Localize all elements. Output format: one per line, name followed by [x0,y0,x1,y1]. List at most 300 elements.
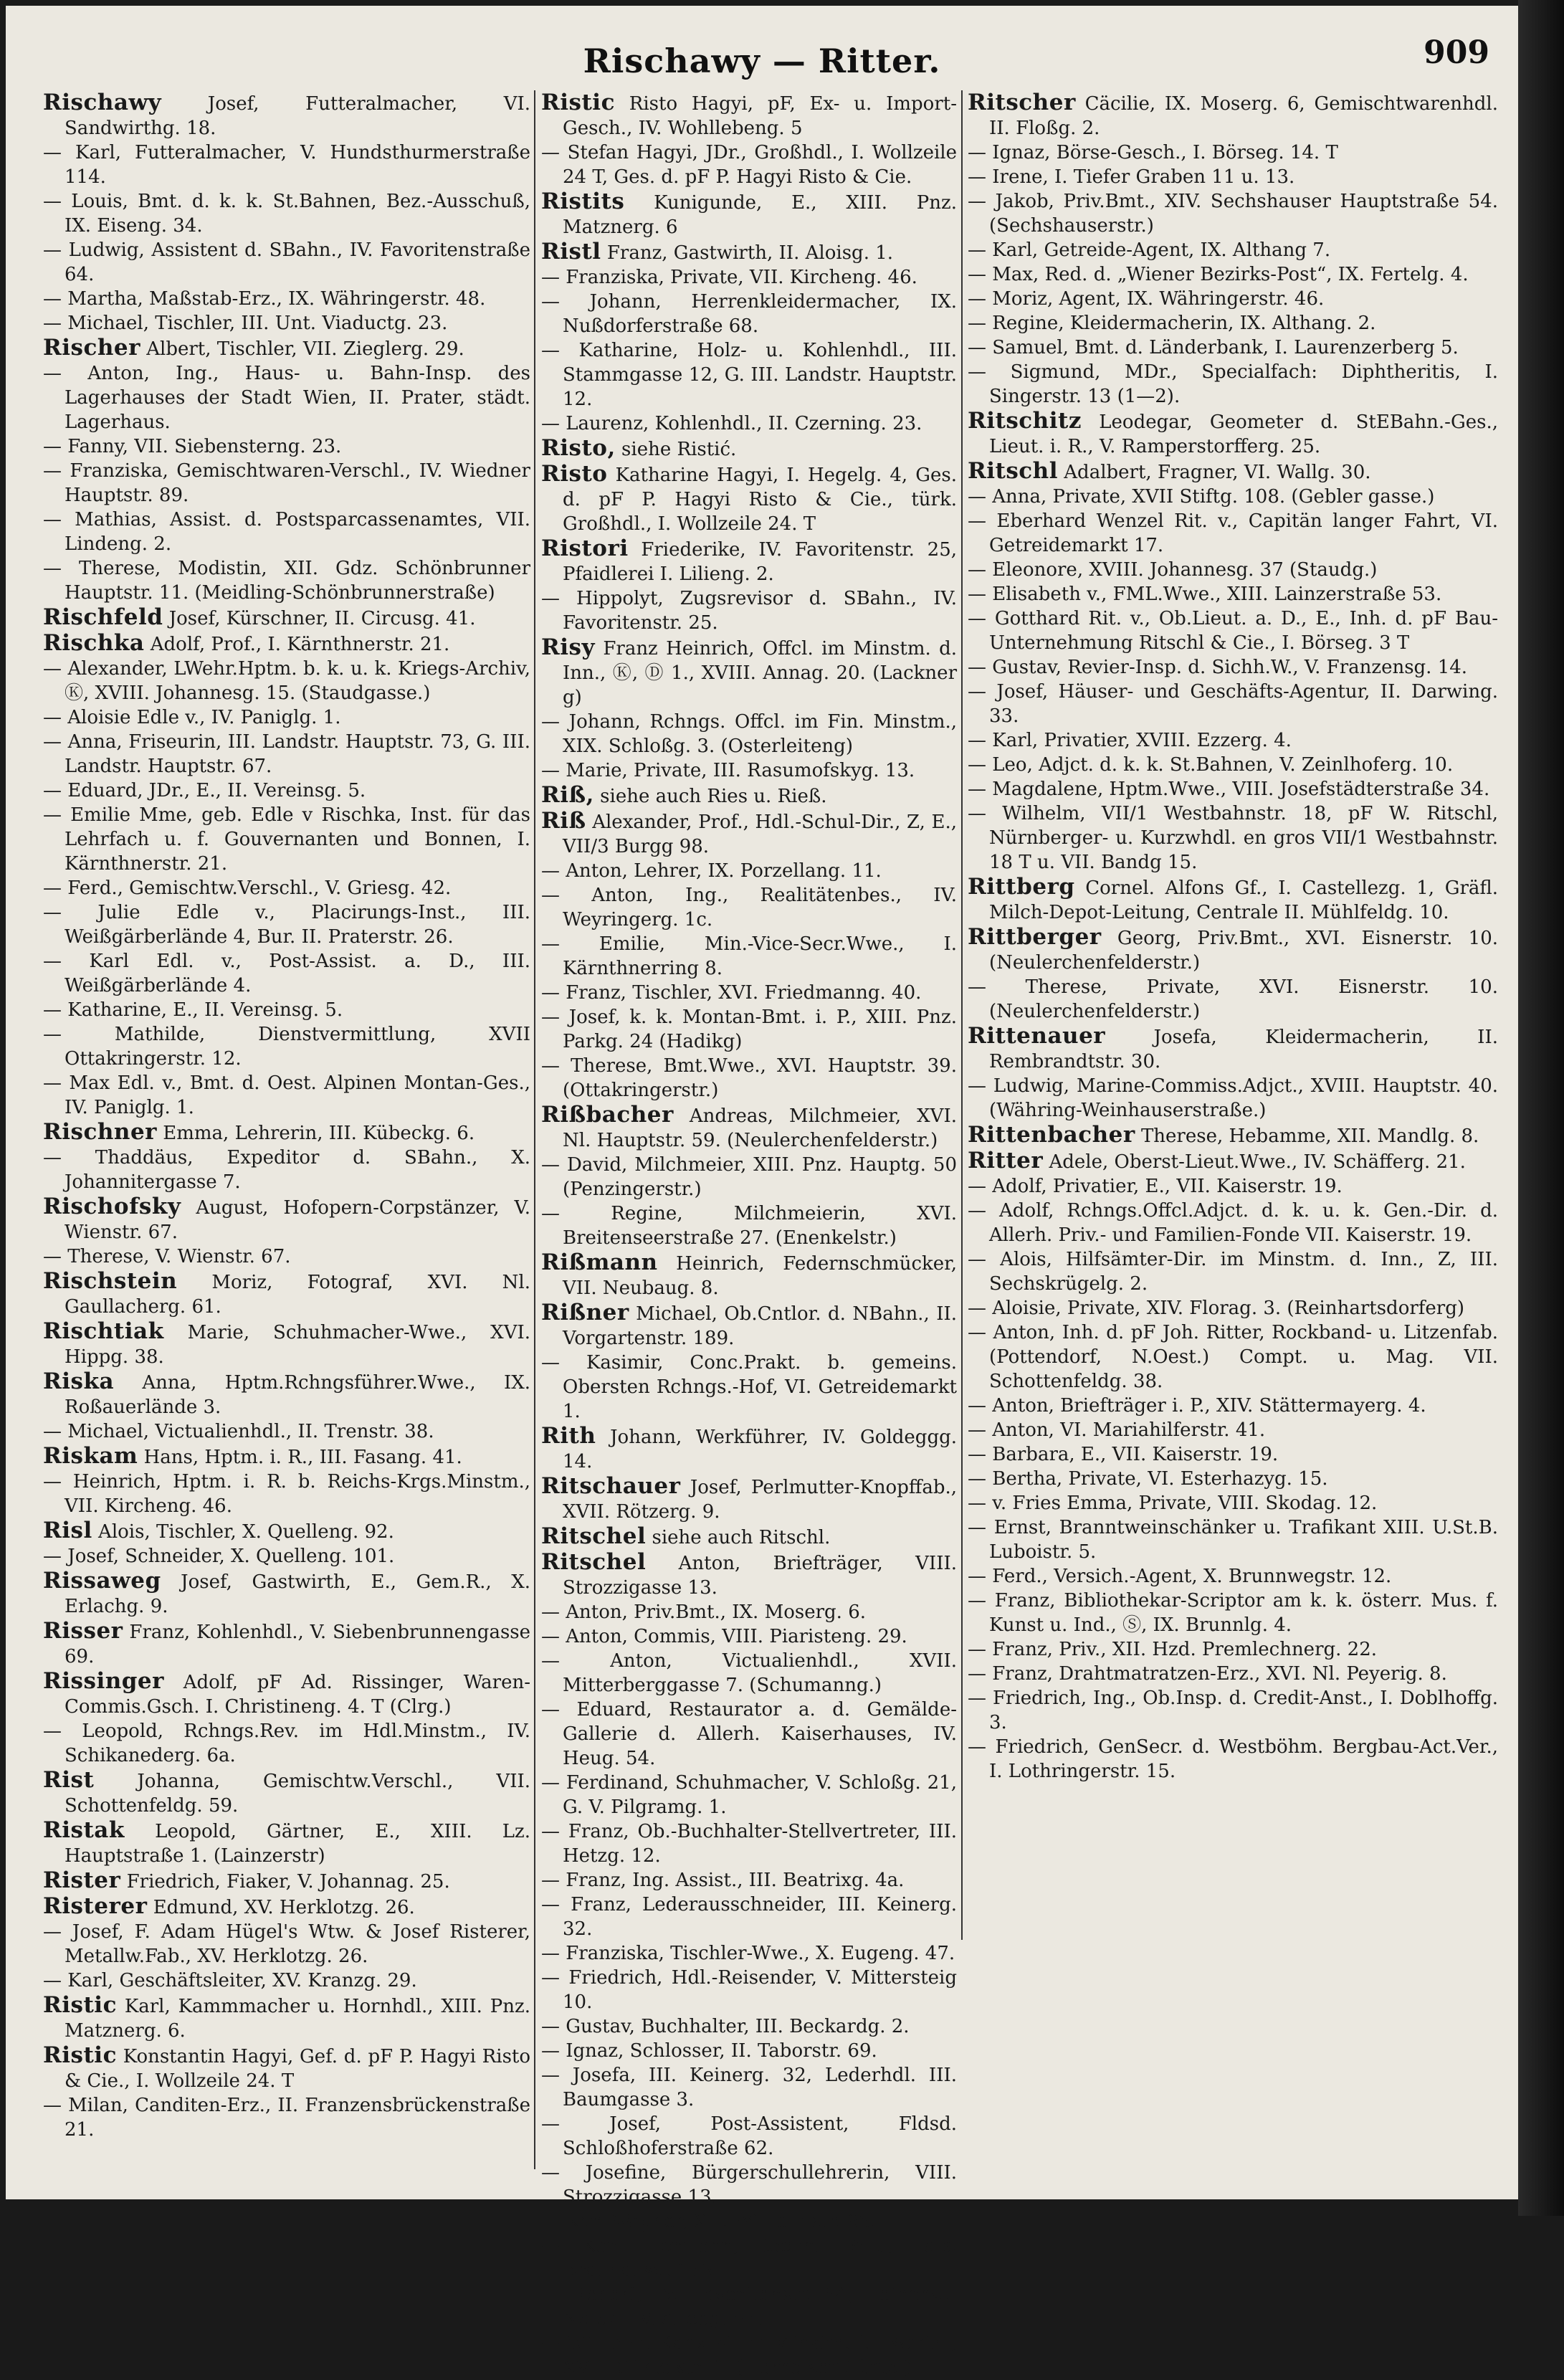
column-left [43,90,530,2191]
entry-details: — Karl Hermann, techn. Bmt., Idls. Brauhausg. 176. [541,2235,957,2281]
directory-entry [541,2039,957,2063]
directory-entry [968,925,1498,975]
entry-details: — Josef, Schneider, X. Quelleng. 101. [43,1546,395,1567]
entry-details: — Gustav, Buchhalter, III. Beckardg. 2. [541,2016,910,2037]
entry-surname: Ristits [541,189,625,214]
directory-entry [43,1868,530,1894]
entry-details: — Max Edl. v., Bmt. d. Oest. Alpinen Montan-Ges., IV. Paniglg. 1. [43,1072,530,1118]
entry-details: — Friedrich, GenSecr. d. Westböhm. Bergbau-Act.Ver., I. Lothringerstr. 15. [968,1736,1498,1782]
entry-details: — Hippolyt, Zugsrevisor d. SBahn., IV. Favoritenstr. 25. [541,588,957,634]
entry-details: — Ignaz, Börse-Gesch., I. Börseg. 14. T [968,142,1338,163]
directory-entry [43,1544,530,1569]
entry-surname: Rißner [541,1300,629,1325]
directory-entry [43,949,530,998]
entry-details: August, Hofopern-Corpstänzer, V. Wienstr. 67. [65,1197,530,1243]
entry-details: — Irene, I. Tiefer Graben 11 u. 13. [968,166,1295,188]
entry-details: — Katharine, E., II. Vereinsg. 5. [43,999,343,1021]
directory-entry [541,2161,957,2209]
directory-entry [43,657,530,705]
entry-surname: Ristic [43,2042,117,2068]
directory-entry [43,1768,530,1818]
directory-entry [541,1524,957,1550]
directory-entry [968,1735,1498,1784]
entry-details: — Franz, Priv., XII. Hzd. Premlechnerg. 22. [968,1639,1378,1660]
entry-details: — Michael, Tischler, III. Unt. Viaductg. 23. [43,313,448,334]
entry-details: — Karl, Geschäftsleiter, XV. Kranzg. 29. [43,1970,417,1991]
entry-surname: Rischka [43,630,145,656]
entry-surname: Rissaweg [43,1568,161,1594]
directory-entry [541,2234,957,2283]
entry-details: — Leo, Adjct. d. k. k. St.Bahnen, V. Zeinlhoferg. 10. [968,754,1454,776]
entry-surname: Ritschauer [541,1473,681,1499]
directory-entry [43,1818,530,1868]
directory-entry [968,975,1498,1024]
page-header [6,34,1518,92]
directory-entry [43,1146,530,1194]
entry-details: — Wilhelm, VII/1 Westbahnstr. 18, pF W. Ritschl, Nürnberger- u. Kurzwhdl. en gros VII/1 Westbahnstr. 18 T u. VII. Bandg 15. [968,803,1498,873]
directory-entry [43,1244,530,1269]
entry-details: — Julie Edle v., Placirungs-Inst., III. Weißgärberlände 4, Bur. II. Praterstr. 26. [43,902,530,948]
directory-entry [43,508,530,556]
directory-entry [43,287,530,311]
directory-entry [541,90,957,141]
entry-surname: Rischner [43,1119,157,1145]
entry-surname: Rißmann [541,1250,658,1275]
directory-entry [541,586,957,635]
directory-entry [968,1442,1498,1467]
directory-entry [541,462,957,536]
directory-entry [968,1589,1498,1637]
directory-entry [968,1074,1498,1123]
entry-details: — Therese, Private, XVI. Eisnerstr. 10. (Neulerchenfelderstr.) [968,976,1498,1022]
entry-surname: Risy [541,634,596,660]
entry-details: — Karl Edl. v., Post-Assist. a. D., III. Weißgärberlände 4. [43,951,530,996]
directory-entry [541,1771,957,1819]
entry-details: — Anton, Ing., Realitätenbes., IV. Weyringerg. 1c. [541,885,957,930]
entry-details: — Regine, Kleidermacherin, IX. Althang. 2. [968,313,1376,334]
entry-details: — Ignaz, Schlosser, II. Taborstr. 69. [541,2040,877,2062]
entry-details: Andreas, Milchmeier, XVI. Nl. Hauptstr. 59. (Neulerchenfelderstr.) [563,1105,957,1151]
entry-details: — Josef, k. k. Montan-Bmt. i. P., XIII. Pnz. Parkg. 24 (Hadikg) [541,1006,957,1052]
entry-details: — Adolf, Privatier, E., VII. Kaiserstr. 19. [968,1176,1343,1197]
entry-details: — Eduard, Restaurator a. d. Gemälde-Gallerie d. Allerh. Kaiserhauses, IV. Heug. 54. [541,1699,957,1769]
directory-entry [968,189,1498,238]
entry-details: — Franziska, Gemischtwaren-Verschl., IV. Wiedner Hauptstr. 89. [43,460,530,506]
entry-details: — Leopold, Rchngs.Rev. im Hdl.Minstm., IV. Schikanederg. 6a. [43,1720,530,1766]
entry-details: Therese, Hebamme, XII. Mandlg. 8. [1140,1125,1479,1147]
entry-details: Johanna, Gemischtw.Verschl., VII. Schottenfeldg. 59. [65,1771,531,1817]
entry-surname: Ristak [43,1817,125,1843]
entry-details: Alois, Tischler, X. Quelleng. 92. [98,1521,394,1543]
entry-details: — Michael, Victualienhdl., II. Trenstr. 38. [43,1421,434,1442]
directory-entry [43,803,530,876]
directory-entry [541,265,957,290]
directory-entry [43,556,530,605]
entry-details: — Josef, F. Adam Hügel's Wtw. & Josef Risterer, Metallw.Fab., XV. Herklotzg. 26. [43,1921,530,1967]
entry-details: — Laurenz, Kohlenhdl., II. Czerning. 23. [541,413,922,434]
directory-entry [541,2283,957,2331]
entry-details: — Emilie, Min.-Vice-Secr.Wwe., I. Kärnthnerring 8. [541,933,957,979]
directory-entry [968,409,1498,459]
directory-entry [43,1319,530,1369]
entry-details: — Eduard, JDr., E., II. Vereinsg. 5. [43,780,366,801]
book-edge [1518,0,1564,2216]
entry-details: — Johann, Rchngs. Offcl. im Fin. Minstm., XIX. Schloßg. 3. (Osterleiteng) [541,711,957,757]
entry-surname: Risser [43,1618,123,1644]
directory-entry [43,1719,530,1768]
entry-details: — Franz, Drahtmatratzen-Erz., XVI. Nl. Peyerig. 8. [968,1663,1447,1685]
entry-details: — Friedrich, Hdl.-Reisender, V. Mittersteig 10. [541,1967,957,2013]
directory-entry [43,1920,530,1969]
entry-surname: Rischstein [43,1268,178,1294]
entry-details: Konstantin Hagyi, Gef. d. pF P. Hagyi Risto & Cie., I. Wollzeile 24. T [65,2046,531,2092]
entry-surname: Ritschitz [968,408,1082,434]
directory-entry [968,1662,1498,1686]
entry-surname: Ritscher [968,90,1076,115]
directory-entry [968,1320,1498,1394]
entry-details: — Emilie Mme, geb. Edle v Rischka, Inst. für das Lehrfach u. f. Gouvernanten und Bonnen, I. Kärnthnerstr. 21. [43,804,530,875]
directory-entry [43,1894,530,1920]
directory-entry [968,1199,1498,1247]
column-divider [534,90,535,2169]
directory-entry [541,1624,957,1649]
directory-entry [541,1819,957,1868]
entry-details: Josef, Kürschner, II. Circusg. 41. [168,608,476,629]
directory-entry [968,1515,1498,1564]
directory-entry [43,1669,530,1719]
entry-surname: Rischer [43,335,140,361]
entry-details: — Alexander, LWehr.Hptm. b. k. u. k. Kriegs-Archiv, Ⓚ, XVIII. Johannesg. 15. (Staudgasse.) [43,658,530,704]
directory-entry [541,2014,957,2039]
entry-details: — Anton, Lehrer, IX. Porzellang. 11. [541,860,882,882]
directory-entry [968,1247,1498,1296]
entry-details: Franz, Gastwirth, II. Aloisg. 1. [606,242,894,264]
directory-entry [541,1698,957,1771]
entry-details: Friederike, IV. Favoritenstr. 25, Pfaidlerei I. Lilieng. 2. [563,539,957,585]
directory-entry [43,876,530,900]
entry-details: — Therese, Bmt.Wwe., XVI. Hauptstr. 39. (Ottakringerstr.) [541,1055,957,1101]
directory-entry [968,311,1498,335]
directory-entry [968,1174,1498,1199]
entry-details: — Ferdinand, Schuhmacher, V. Schloßg. 21, G. V. Pilgramg. 1. [541,1772,957,1818]
entry-details: Katharine Hagyi, I. Hegelg. 4, Ges. d. pF P. Hagyi Risto & Cie., türk. Großhdl., I. Wollzeile 24. T [563,465,958,535]
entry-details: siehe auch Ries u. Rieß. [600,786,827,807]
entry-details: — Johann, Herrenkleidermacher, IX. Nußdorferstraße 68. [541,291,957,337]
entry-details: Marie, Schuhmacher-Wwe., XVI. Hippg. 38. [65,1322,531,1368]
entry-details: — Ferd., Versich.-Agent, X. Brunnwegstr. 12. [968,1566,1392,1587]
entry-details: Kunigunde, E., XIII. Pnz. Matznerg. 6 [563,192,957,238]
directory-entry [43,1419,530,1444]
entry-details: — Karl, Privatier, XVIII. Ezzerg. 4. [968,730,1292,751]
entry-surname: Rischtiak [43,1318,164,1344]
entry-details: — Martha, Maßstab-Erz., IX. Währingerstr. 48. [43,288,486,310]
entry-surname: Ritschel [541,1549,647,1575]
directory-entry [43,1444,530,1470]
directory-entry [968,1418,1498,1442]
entry-details: Franz, Kohlenhdl., V. Siebenbrunnengasse 69. [65,1622,531,1667]
directory-entry [541,2209,957,2234]
entry-surname: Riß [541,808,586,834]
entry-details: — Eleonore, XVIII. Johannesg. 37 (Staudg.) [968,559,1378,581]
entry-details: — Milan, Canditen-Erz., II. Franzensbrückenstraße 21. [43,2095,530,2141]
directory-entry [541,859,957,883]
directory-entry [968,1148,1498,1174]
directory-entry [968,1564,1498,1589]
directory-entry [541,536,957,586]
entry-details: — Thaddäus, Expeditor d. SBahn., X. Johannitergasse 7. [43,1147,530,1193]
entry-details: — Josefa, III. Keinerg. 32, Lederhdl. III. Baumgasse 3. [541,2065,957,2110]
directory-entry [43,311,530,335]
entry-details: Emma, Lehrerin, III. Kübeckg. 6. [163,1123,475,1144]
entry-details: Edmund, XV. Herklotzg. 26. [153,1897,415,1918]
entry-details: — Adolf, Rchngs.Offcl.Adjct. d. k. u. k. Gen.-Dir. d. Allerh. Priv.- und Familien-Fonde VII. Kaiserstr. 19. [968,1200,1498,1246]
directory-entry [541,1649,957,1698]
directory-entry [43,141,530,189]
directory-entry [968,680,1498,728]
directory-entry [43,361,530,434]
entry-details: — Josefine, Bürgerschullehrerin, VIII. Strozzigasse 13. [541,2162,957,2208]
entry-details: Adalbert, Fragner, VI. Wallg. 30. [1064,462,1371,483]
entry-surname: Rischofsky [43,1194,181,1219]
entry-details: Josef, Perlmutter-Knopffab., XVII. Rötzerg. 9. [563,1477,958,1523]
entry-surname: Rittberger [968,924,1102,950]
entry-details: — Anton, Briefträger i. P., XIV. Stättermayerg. 4. [968,1395,1426,1417]
entry-details: — v. Fries Emma, Private, VIII. Skodag. 12. [968,1493,1378,1514]
entry-details: — Anton, Priv.Bmt., IX. Moserg. 6. [541,1601,866,1623]
entry-details: — Kasimir, Conc.Prakt. b. gemeins. Obersten Rchngs.-Hof, VI. Getreidemarkt 1. [541,1352,957,1422]
entry-details: — Stefan Hagyi, JDr., Großhdl., I. Wollzeile 24 T, Ges. d. pF P. Hagyi Risto & Cie. [541,142,957,188]
directory-entry [43,1569,530,1619]
directory-entry [541,141,957,189]
directory-entry [968,875,1498,925]
directory-entry [43,1969,530,1993]
entry-details: Leopold, Gärtner, E., XIII. Lz. Hauptstraße 1. (Lainzerstr) [65,1821,530,1867]
directory-entry [968,90,1498,141]
entry-details: Moriz, Fotograf, XVI. Nl. Gaullacherg. 61. [65,1272,530,1318]
directory-entry [43,2093,530,2142]
directory-entry [968,728,1498,753]
entry-details: — Regine, Milchmeierin, XVI. Breitenseerstraße 27. (Enenkelstr.) [541,1203,957,1249]
directory-entry [541,2063,957,2112]
directory-entry [43,1269,530,1319]
directory-entry [43,1120,530,1146]
directory-entry [541,239,957,265]
directory-entry [968,1394,1498,1418]
entry-details: — Katharine, Holz- u. Kohlenhdl., III. Stammgasse 12, G. III. Landstr. Hauptstr. 12. [541,340,957,410]
directory-entry [43,730,530,779]
entry-details: — Anna, Private, XVII Stiftg. 108. (Gebler gasse.) [968,486,1435,508]
directory-entry [968,606,1498,655]
entry-details: Adolf, Prof., I. Kärnthnerstr. 21. [150,634,450,655]
entry-surname: Rittenauer [968,1023,1106,1049]
directory-entry [43,189,530,238]
entry-details: — Aloisie, Private, XIV. Florag. 3. (Reinhartsdorferg) [968,1298,1464,1319]
entry-details: — Franz, Ob.-Buchhalter-Stellvertreter, III. Hetzg. 12. [541,1821,957,1867]
entry-details: — Anton, Victualienhdl., XVII. Mitterberggasse 7. (Schumanng.) [541,1650,957,1696]
entry-details: Cornel. Alfons Gf., I. Castellezg. 1, Gräfl. Milch-Depot-Leitung, Centrale II. Mühlfeldg. 10. [989,877,1499,923]
directory-entry [968,459,1498,485]
directory-entry [43,1022,530,1071]
directory-entry [43,779,530,803]
page-number: 909 [1424,34,1489,71]
entry-surname: Risto [541,461,608,487]
entry-details: — Mathias, Assist. d. Postsparcassenamtes, VII. Lindeng. 2. [43,509,530,555]
entry-details: — Sigmund, MDr., Specialfach: Diphtheritis, I. Singerstr. 13 (1—2). [968,361,1498,407]
entry-details: Josef, Gastwirth, E., Gem.R., X. Erlachg. 9. [65,1571,531,1617]
directory-entry [541,1550,957,1600]
directory-entry [43,1369,530,1419]
entry-surname: Rischfeld [43,604,163,630]
entry-details: — Ernst, Branntweinschänker u. Trafikant XIII. U.St.B. Luboistr. 5. [968,1517,1498,1563]
entry-surname: Risterer [43,1893,148,1919]
column-divider [961,90,963,1940]
directory-entry [541,1424,957,1474]
entry-surname: Rischawy [43,90,162,115]
entry-surname: Rith [541,1423,596,1449]
entry-details: — Anton, VI. Mariahilferstr. 41. [968,1419,1266,1441]
entry-details: — Franziska, Tischler-Wwe., X. Eugeng. 47. [541,1943,955,1964]
entry-surname: Riska [43,1368,115,1394]
directory-entry [968,509,1498,558]
directory-entry [968,238,1498,262]
entry-surname: Ritter [968,1148,1044,1174]
directory-entry [968,1491,1498,1515]
directory-entry [968,1123,1498,1148]
entry-details: — Moriz, Agent, IX. Währingerstr. 46. [968,288,1325,310]
entry-details: — Franziska, Private, VII. Kircheng. 46. [541,267,917,288]
directory-page [6,6,1518,2379]
directory-entry [968,360,1498,409]
directory-entry [968,582,1498,606]
entry-surname: Riskam [43,1443,138,1469]
directory-entry [541,883,957,932]
entry-details: — Magdalene, Hptm.Wwe., VIII. Josefstädterstraße 34. [968,779,1490,800]
entry-details: — Fanny, VII. Siebensterng. 23. [43,436,342,457]
directory-entry [541,1201,957,1250]
directory-entry [968,655,1498,680]
entry-details: — Ferd., Gemischtw.Verschl., V. Griesg. 42. [43,877,452,899]
directory-entry [541,2331,957,2380]
entry-details: — Gotthard Rit. v., Ob.Lieut. a. D., E., Inh. d. pF Bau-Unternehmung Ritschl & Cie., I. Börseg. 3 T [968,608,1498,654]
entry-details: — Louis, Bmt. d. k. k. St.Bahnen, Bez.-Ausschuß, IX. Eiseng. 34. [43,191,530,237]
directory-entry [541,1474,957,1524]
entry-details: — Franz, Ing. Assist., III. Beatrixg. 4a. [541,1870,905,1891]
directory-entry [968,1637,1498,1662]
entry-details: — Bertha, Private, VI. Esterhazyg. 15. [968,1468,1328,1490]
entry-details: — Friedrich, Ing., Ob.Insp. d. Credit-Anst., I. Doblhoffg. 3. [968,1688,1498,1733]
directory-entry [541,1351,957,1424]
entry-details: Michael, Ob.Cntlor. d. NBahn., II. Vorgartenstr. 189. [563,1303,957,1349]
directory-entry [541,783,957,809]
entry-details: Georg, Priv.Bmt., XVI. Eisnerstr. 10. (Neulerchenfelderstr.) [989,928,1499,974]
entry-details: Josef, Futteralmacher, VI. Sandwirthg. 18. [65,93,531,139]
entry-details: — Anna, Friseurin, III. Landstr. Hauptstr. 73, G. III. Landstr. Hauptstr. 67. [43,731,530,777]
entry-details: Adele, Oberst-Lieut.Wwe., IV. Schäfferg. 21. [1049,1151,1466,1173]
directory-entry [43,1619,530,1669]
directory-entry [43,2043,530,2093]
entry-details: Risto Hagyi, pF, Ex- u. Import-Gesch., IV. Wohllebeng. 5 [563,93,957,139]
directory-entry [968,1686,1498,1735]
directory-entry [968,558,1498,582]
directory-entry [541,758,957,783]
entry-details: — Anton, Ing., Haus- u. Bahn-Insp. des Lagerhauses der Stadt Wien, II. Prater, städt. Lagerhaus. [43,363,530,433]
entry-details: Friedrich, Fiaker, V. Johannag. 25. [126,1871,450,1893]
entry-details: — Ludwig, Assistent d. SBahn., IV. Favoritenstraße 64. [43,239,530,285]
directory-entry [43,705,530,730]
entry-surname: Ritschel [541,1523,647,1549]
entry-details: — Josef, Post-Assistent, Fldsd. Schloßhoferstraße 62. [541,2113,957,2159]
entry-details: — Anton, Commis, VIII. Piaristeng. 29. [541,1626,907,1647]
directory-entry [43,631,530,657]
entry-details: Cäcilie, IX. Moserg. 6, Gemischtwarenhdl. II. Floßg. 2. [989,93,1498,139]
entry-details: — Max, Red. d. „Wiener Bezirks-Post“, IX. Fertelg. 4. [968,264,1469,285]
entry-details: Josefa, Kleidermacherin, II. Rembrandtstr. 30. [989,1027,1498,1072]
entry-details: siehe auch Ritschl. [652,1527,831,1548]
entry-details: — Gustav, Revier-Insp. d. Sichh.W., V. Franzensg. 14. [968,657,1468,678]
directory-entry [968,1296,1498,1320]
entry-surname: Rissinger [43,1668,164,1694]
entry-details: — Barbara, E., VII. Kaiserstr. 19. [968,1444,1279,1465]
entry-details: Anna, Hptm.Rchngsführer.Wwe., IX. Roßauerlände 3. [65,1372,530,1418]
entry-surname: Risto, [541,435,616,461]
page-title: Rischawy — Ritter. [583,42,941,80]
entry-details: — Robert, IV. Favoritenstr. 54, Leinenw.-Ndlge. IV. Alleeg. 57. [541,2284,957,2330]
entry-details: — Karl Wagner, XII. Wilhelmstr. 68. [541,2211,877,2232]
directory-entry [541,1103,957,1153]
entry-surname: Ristori [541,536,629,561]
directory-entry [43,434,530,459]
directory-entry [43,1071,530,1120]
entry-details: — Franz, Tischler, XVI. Friedmanng. 40. [541,982,922,1004]
directory-entry [541,932,957,981]
directory-entry [541,1868,957,1893]
directory-entry [541,411,957,436]
entry-details: — Mathilde, Dienstvermittlung, XVII Ottakringerstr. 12. [43,1024,530,1070]
entry-details: — Karl, Getreide-Agent, IX. Althang 7. [968,239,1331,261]
directory-entry [43,335,530,361]
directory-entry [43,1470,530,1518]
entry-details: Hans, Hptm. i. R., III. Fasang. 41. [143,1447,462,1468]
directory-entry [541,635,957,710]
entry-surname: Ritschl [968,458,1059,484]
column-middle [541,90,958,2379]
directory-entry [43,998,530,1022]
directory-entry [968,335,1498,360]
directory-entry [968,262,1498,287]
entry-details: — Josef, Häuser- und Geschäfts-Agentur, II. Darwing. 33. [968,681,1498,727]
directory-entry [541,1153,957,1201]
directory-entry [541,1600,957,1624]
directory-entry [968,485,1498,509]
entry-details: — Therese, Modistin, XII. Gdz. Schönbrunner Hauptstr. 11. (Meidling-Schönbrunnerstraße) [43,558,530,604]
entry-details: — Anton, Inh. d. pF Joh. Ritter, Rockband- u. Litzenfab. (Pottendorf, N.Oest.) Compt. u. Mag. VII. Schottenfeldg. 38. [968,1322,1498,1392]
directory-entry [541,2112,957,2161]
entry-details: Anton, Briefträger, VIII. Strozzigasse 13. [563,1553,957,1599]
directory-entry [541,809,957,859]
entry-details: — Franz, Lederausschneider, III. Keinerg. 32. [541,1894,957,1940]
directory-entry [541,1250,957,1300]
entry-details: Leodegar, Geometer d. StEBahn.-Ges., Lieut. i. R., V. Ramperstorfferg. 25. [989,411,1498,457]
directory-entry [968,753,1498,777]
directory-entry [541,1005,957,1054]
directory-entry [968,165,1498,189]
entry-details: — Therese, V. Wienstr. 67. [43,1246,291,1267]
directory-entry [541,1893,957,1941]
entry-surname: Riß, [541,782,594,808]
directory-entry [541,290,957,338]
directory-entry [43,900,530,949]
entry-surname: Rist [43,1767,95,1793]
